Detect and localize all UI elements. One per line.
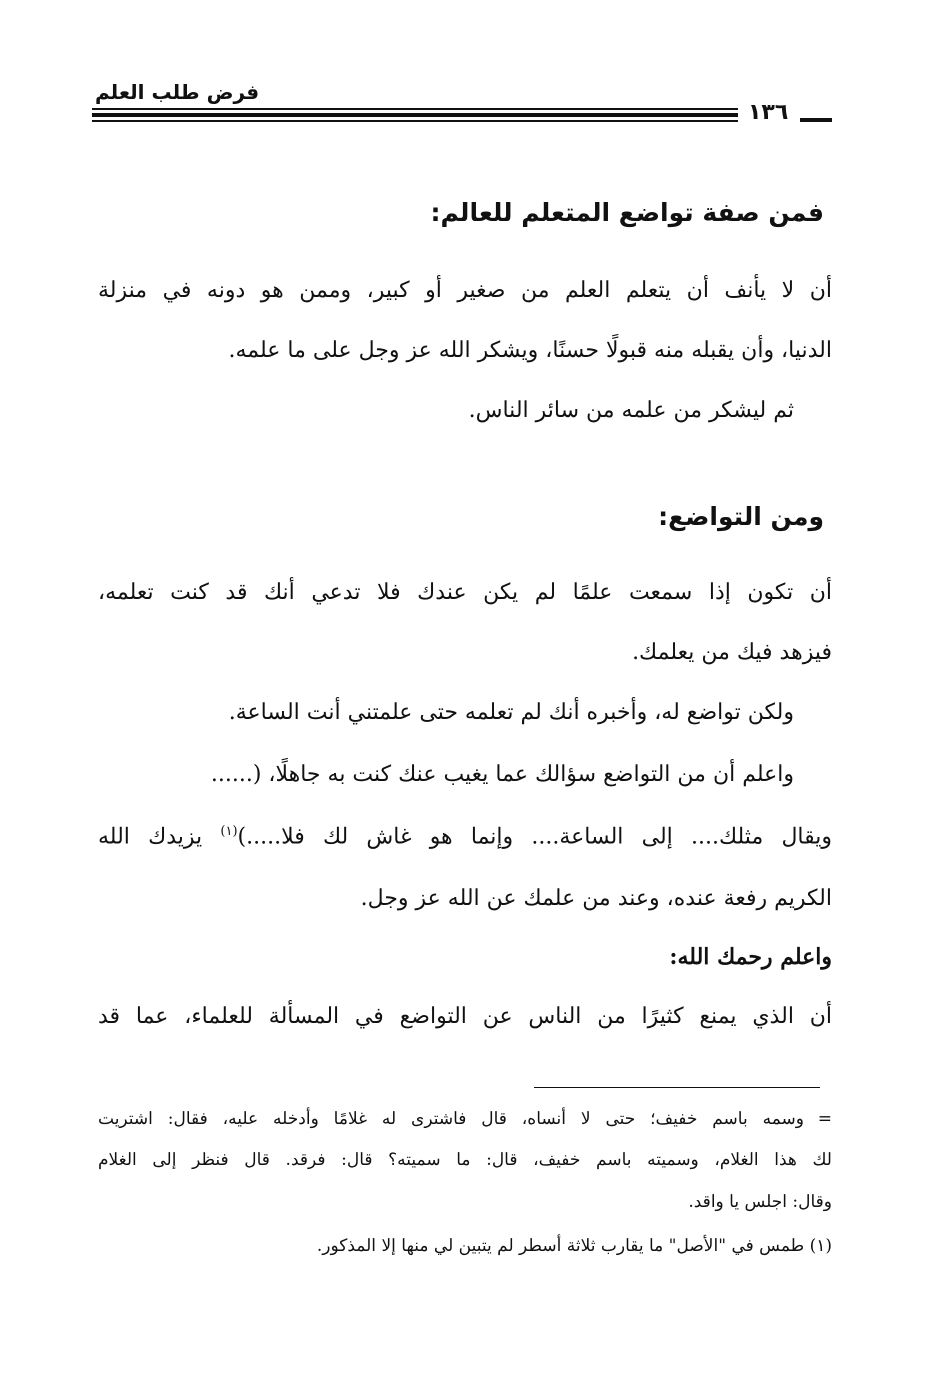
paragraph-text: ويقال مثلك.... إلى الساعة.... وإنما هو غاش لك فلا.....) (237, 824, 833, 850)
paragraph-line: ولكن تواضع له، وأخبره أنك لم تعلمه حتى علمتني أنت الساعة. (228, 700, 794, 725)
paragraph-line: أن تكون إذا سمعت علمًا لم يكن عندك فلا تدعي أنك قد كنت تعلمه، (98, 580, 832, 605)
header-rule (92, 108, 738, 110)
paragraph-text: يزيدك الله (98, 824, 203, 850)
running-header-title: فرض طلب العلم (95, 80, 260, 104)
paragraph-line (98, 824, 832, 849)
footnote-line: وسمه باسم خفيف؛ حتى لا أنساه، قال فاشترى له غلامًا وأدخله عليه، فقال: اشتريت (98, 1109, 804, 1129)
footnote-reference: (١) (220, 824, 238, 839)
footnote-continuation-marker: = (817, 1109, 832, 1129)
paragraph-line: أن الذي يمنع كثيرًا من الناس عن التواضع في المسألة للعلماء، عما قد (98, 1004, 832, 1029)
footnote-text: (١) طمس في "الأصل" ما يقارب ثلاثة أسطر لم يتبين لي منها إلا المذكور. (316, 1236, 832, 1256)
paragraph-line: أن لا يأنف أن يتعلم العلم من صغير أو كبير، وممن هو دونه في منزلة (98, 278, 832, 303)
paragraph-line: فيزهد فيك من يعلمك. (632, 640, 832, 665)
paragraph-line: ثم ليشكر من علمه من سائر الناس. (468, 398, 794, 423)
footnote-separator (534, 1087, 820, 1088)
paragraph-line: واعلم أن من التواضع سؤالك عما يغيب عنك كنت به جاهلًا، (...... (210, 762, 794, 787)
paragraph-line: الدنيا، وأن يقبله منه قبولًا حسنًا، ويشكر الله عز وجل على ما علمه. (228, 338, 832, 363)
paragraph-label: واعلم رحمك الله: (669, 944, 832, 970)
page-number-dash (800, 118, 832, 122)
footnote-line: لك هذا الغلام، وسميته باسم خفيف، قال: ما سميته؟ قال: فرقد. قال فنظر إلى الغلام (98, 1150, 832, 1170)
paragraph-line: الكريم رفعة عنده، وعند من علمك عن الله عز وجل. (360, 886, 832, 911)
section-heading: ومن التواضع: (658, 502, 824, 531)
footnote-line: وقال: اجلس يا واقد. (688, 1192, 832, 1212)
header-rule (92, 120, 738, 122)
section-heading: فمن صفة تواضع المتعلم للعالم: (430, 198, 824, 227)
page-number: ١٣٦ (748, 100, 789, 125)
header-rule (92, 113, 738, 117)
